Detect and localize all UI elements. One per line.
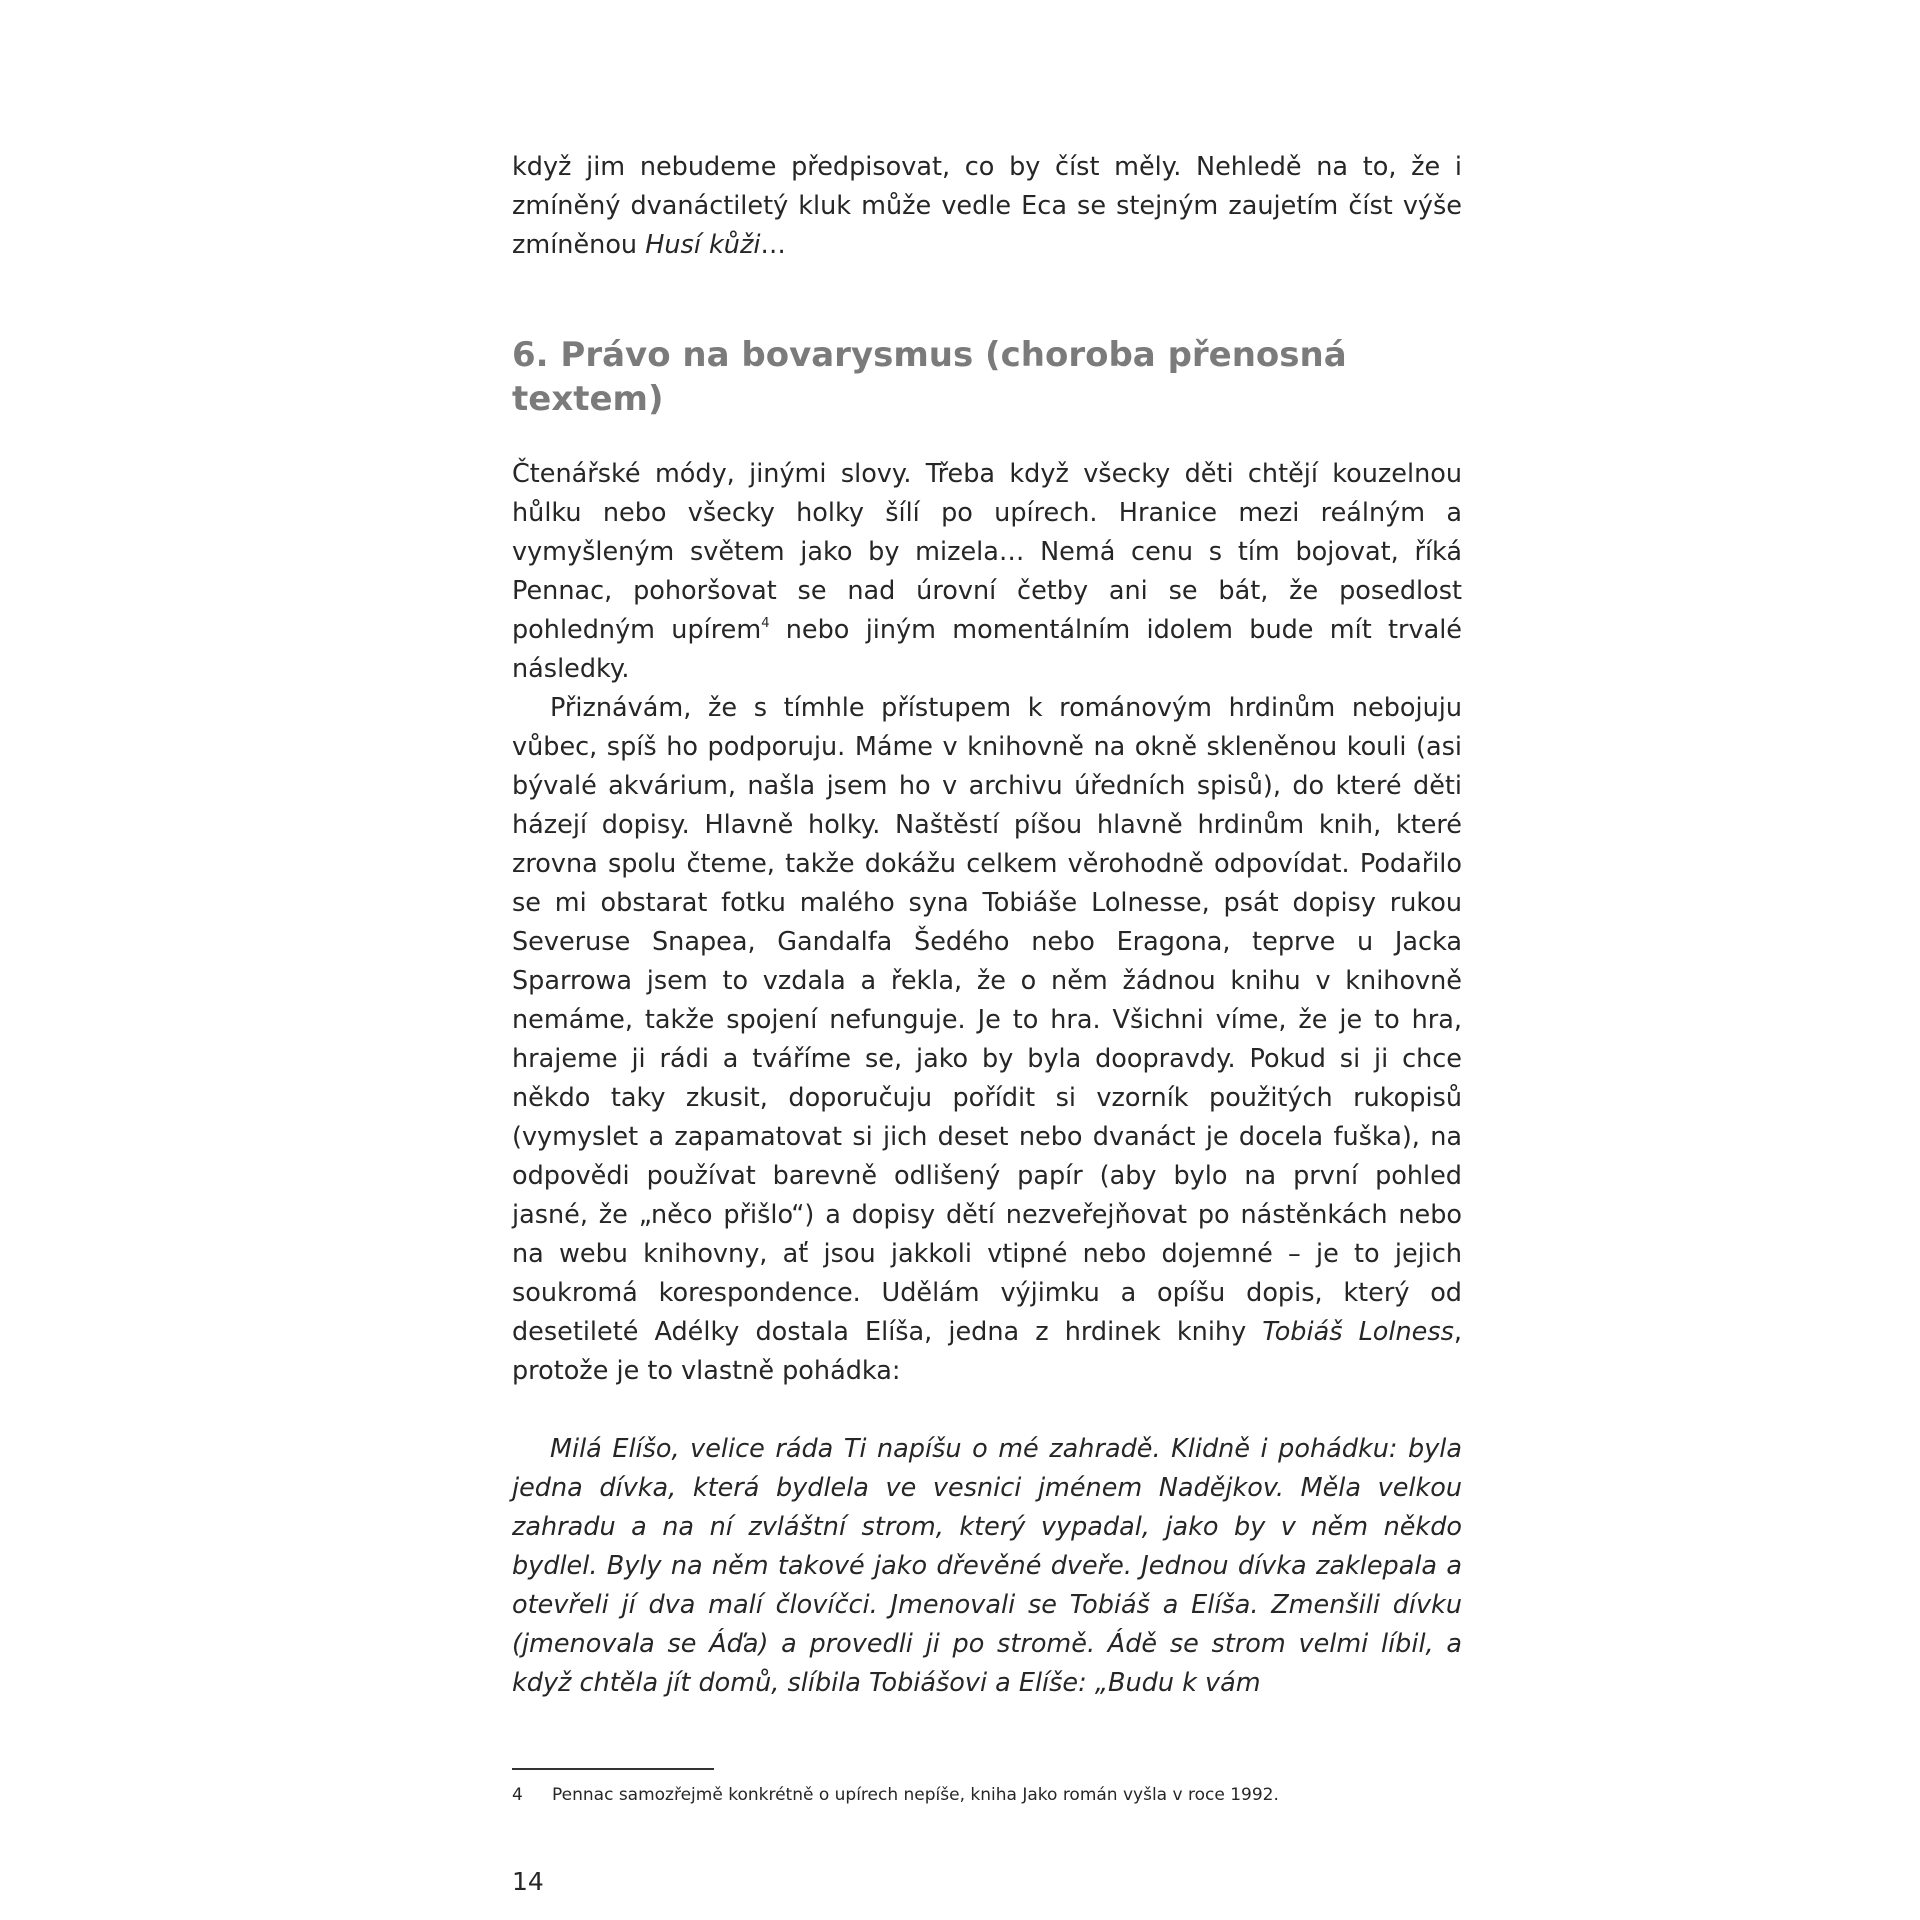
paragraph-2 xyxy=(512,689,1462,1391)
paragraph-2-text-after: , protože je to vlastně pohádka: xyxy=(512,1317,1462,1386)
intro-italic-title: Husí kůži xyxy=(645,230,761,260)
footnote xyxy=(512,1782,1462,1808)
paragraph-1 xyxy=(512,455,1462,689)
book-page xyxy=(512,148,1462,1898)
intro-paragraph xyxy=(512,148,1462,265)
footnote-text: Pennac samozřejmě konkrétně o upírech nepíše, kniha Jako román vyšla v roce 1992. xyxy=(552,1785,1279,1805)
paragraph-1-text-before: Čtenářské módy, jinými slovy. Třeba když všecky děti chtějí kouzelnou hůlku nebo všecky holky šílí po upírech. Hranice mezi reálným a vymyšleným světem jako by mizela… Nemá cenu s tím bojovat, říká Pennac, pohoršovat se nad úrovní četby ani se bát, že posedlost pohledným upírem xyxy=(512,459,1462,645)
page-number: 14 xyxy=(512,1867,544,1896)
footnote-divider xyxy=(512,1768,714,1770)
paragraph-1-text-after: nebo jiným momentálním idolem bude mít trvalé následky. xyxy=(512,615,1462,684)
intro-text: když jim nebudeme předpisovat, co by číst měly. Nehledě na to, že i zmíněný dvanáctiletý kluk může vedle Eca se stejným zaujetím číst výše zmíněnou xyxy=(512,152,1462,260)
quoted-letter: Milá Elíšo, velice ráda Ti napíšu o mé zahradě. Klidně i pohádku: byla jedna dívka, která bydlela ve vesnici jménem Nadějkov. Měla velkou zahradu a na ní zvláštní strom, který vypadal, jako by v něm někdo bydlel. Byly na něm takové jako dřevěné dveře. Jednou dívka zaklepala a otevřeli jí dva malí človíčci. Jmenovali se Tobiáš a Elíša. Zmenšili dívku (jmenovala se Áďa) a provedli ji po stromě. Ádě se strom velmi líbil, a když chtěla jít domů, slíbila Tobiášovi a Elíše: „Budu k vám xyxy=(512,1434,1462,1698)
paragraph-2-text-before: Přiznávám, že s tímhle přístupem k románovým hrdinům nebojuju vůbec, spíš ho podporuju. Máme v knihovně na okně skleněnou kouli (asi bývalé akvárium, našla jsem ho v archivu úředních spisů), do které děti házejí dopisy. Hlavně holky. Naštěstí píšou hlavně hrdinům knih, které zrovna spolu čteme, takže dokážu celkem věrohodně odpovídat. Podařilo se mi obstarat fotku malého syna Tobiáše Lolnesse, psát dopisy rukou Severuse Snapea, Gandalfa Šedého nebo Eragona, teprve u Jacka Sparrowa jsem to vzdala a řekla, že o něm žádnou knihu v knihovně nemáme, takže spojení nefunguje. Je to hra. Všichni víme, že je to hra, hrajeme ji rádi a tváříme se, jako by byla doopravdy. Pokud si ji chce někdo taky zkusit, doporučuju pořídit si vzorník použitých rukopisů (vymyslet a zapamatovat si jich deset nebo dvanáct je docela fuška), na odpovědi používat barevně odlišený papír (aby bylo na první pohled jasné, že „něco přišlo“) a dopisy dětí nezveřejňovat po nástěnkách nebo na webu knihovny, ať jsou jakkoli vtipné nebo dojemné – je to jejich soukromá korespondence. Udělám výjimku a opíšu dopis, který od desetileté Adélky dostala Elíša, jedna z hrdinek knihy xyxy=(512,693,1462,1347)
paragraph-2-italic-title: Tobiáš Lolness xyxy=(1262,1317,1454,1347)
section-heading: 6. Právo na bovarysmus (choroba přenosná textem) xyxy=(512,335,1347,419)
intro-ellipsis: … xyxy=(760,230,786,260)
footnote-reference: 4 xyxy=(761,616,770,631)
footnote-number: 4 xyxy=(512,1785,523,1805)
